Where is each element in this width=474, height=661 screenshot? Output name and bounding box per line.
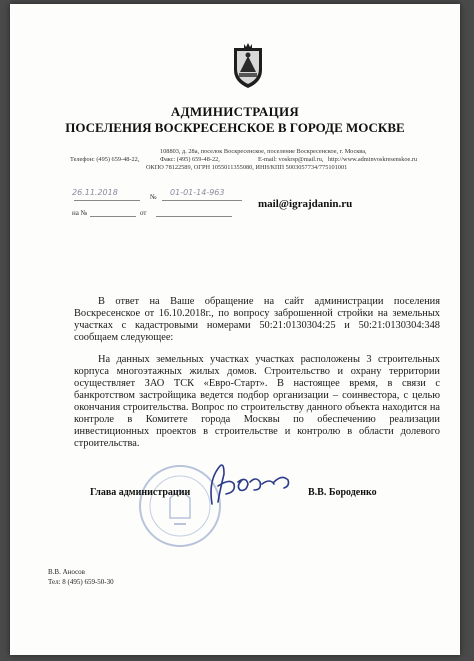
letter-page (10, 4, 460, 655)
reference-date-line (156, 216, 232, 217)
org-address: 108803, д. 28а, поселок Воскресенское, поселение Воскресенское, г. Москва, (160, 148, 367, 155)
reference-number-label: на № (72, 209, 88, 217)
body-paragraph-1: В ответ на Ваше обращение на сайт администрации поселения Воскресенское от 16.10.2018г., по вопросу заброшенной стройки на земельных участках с кадастровыми номерами 50:21:0130304:25 и 50:21:0130304:348 сообщаем следующее: (74, 296, 440, 343)
signatory-position: Глава администрации (90, 487, 191, 498)
org-title-line1: АДМИНИСТРАЦИЯ (170, 104, 300, 119)
coat-of-arms-emblem (230, 42, 266, 90)
signatory-name: В.В. Бороденко (308, 487, 377, 498)
author-phone: Тел: 8 (495) 659-50-30 (48, 578, 114, 586)
registration-date: 26.11.2018 (72, 188, 118, 197)
reference-date-label: от (140, 209, 147, 217)
org-phone: Телефон: (495) 659-48-22, (70, 156, 140, 163)
handwritten-signature (190, 460, 300, 510)
org-title-line2: ПОСЕЛЕНИЯ ВОСКРЕСЕНСКОЕ В ГОРОДЕ МОСКВЕ (65, 120, 405, 135)
org-website: http://www.adminvoskresenskoe.ru (328, 156, 418, 163)
org-email: E-mail: voskrsp@mail.ru, (258, 156, 324, 163)
org-requisites: ОКПО 78122589, ОГРН 1055011355080, ИНН/КПП 5003057734/775101001 (146, 164, 348, 171)
registration-number-label: № (150, 193, 157, 201)
body-paragraph-2: На данных земельных участках участках расположены 3 строительных корпуса многоэтажных жилых домов. Строительство и охрану территории осуществляет ЗАО ТСК «Евро-Старт». В настоящее время, в связи с банкротством застройщика ведется подбор организации – соинвестора, с целью окончания строительства. Вопрос по строительству данного объекта находится на контроле в Комитете города Москвы по обеспечению реализации инвестиционных проектов в строительстве и контролю в области долевого строительства. (74, 354, 440, 449)
reference-number-line (90, 216, 136, 217)
org-fax: Факс: (495) 659-48-22, (160, 156, 220, 163)
number-underline (162, 200, 242, 201)
addressee-email: mail@igrajdanin.ru (258, 198, 353, 210)
date-underline (74, 200, 140, 201)
author-name: В.В. Аносов (48, 568, 85, 576)
registration-number: 01-01-14-963 (170, 188, 225, 197)
